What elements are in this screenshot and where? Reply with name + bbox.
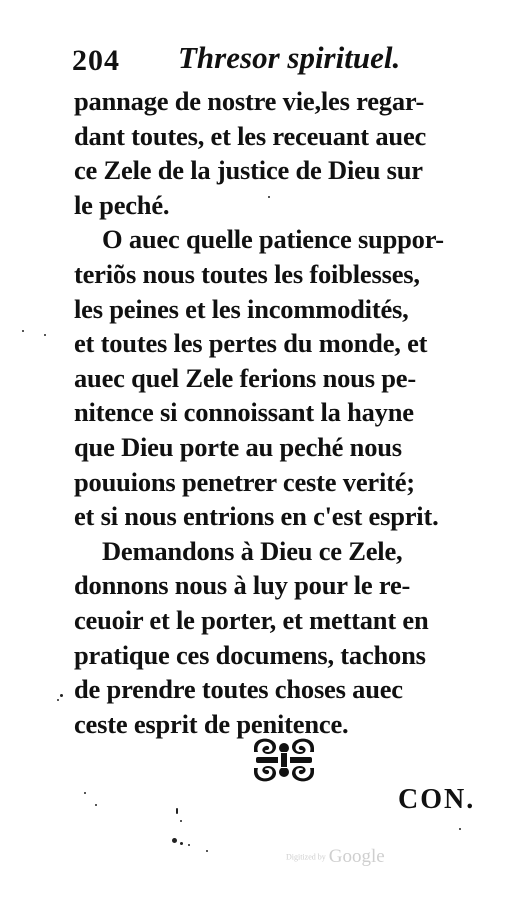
text-line: les peines et les incommodités, (74, 293, 409, 324)
text-line: ceste esprit de penitence. (74, 708, 349, 739)
text-line: pannage de nostre vie,les regar- (74, 86, 425, 116)
text-line: que Dieu porte au peché nous (74, 431, 402, 462)
page-number: 204 (72, 44, 120, 77)
watermark-brand: Google (328, 846, 385, 867)
text-line: ce Zele de la justice de Dieu sur (74, 155, 423, 186)
text-line: donnons nous à luy pour le re- (74, 570, 411, 601)
body-text (74, 84, 504, 741)
text-line: et toutes les pertes du monde, et (74, 328, 428, 359)
fleuron-ornament-icon (248, 734, 320, 786)
text-line: nitence si connoissant la hayne (74, 397, 414, 428)
catchword: CON. (398, 784, 476, 815)
text-line: teriõs nous toutes les foiblesses, (74, 258, 420, 289)
text-line: dant toutes, et les receuant auec (74, 120, 427, 151)
text-line: de prendre toutes choses auec (74, 674, 403, 705)
watermark-prefix: Digitized by (286, 852, 326, 862)
digitized-watermark (286, 846, 385, 868)
text-line: et si nous entrions en c'est esprit. (74, 501, 439, 532)
text-line: auec quel Zele ferions nous pe- (74, 362, 416, 393)
running-title: Thresor spirituel. (178, 40, 401, 75)
text-line: ceuoir et le porter, et mettant en (74, 604, 429, 635)
text-line: pouuions penetrer ceste verité; (74, 466, 415, 497)
paragraph-start-line: Demandons à Dieu ce Zele, (102, 535, 403, 566)
text-line: le peché. (74, 189, 170, 220)
paragraph-start-line: O auec quelle patience suppor- (102, 224, 444, 255)
page-header (72, 38, 472, 82)
text-line: pratique ces documens, tachons (74, 639, 426, 670)
